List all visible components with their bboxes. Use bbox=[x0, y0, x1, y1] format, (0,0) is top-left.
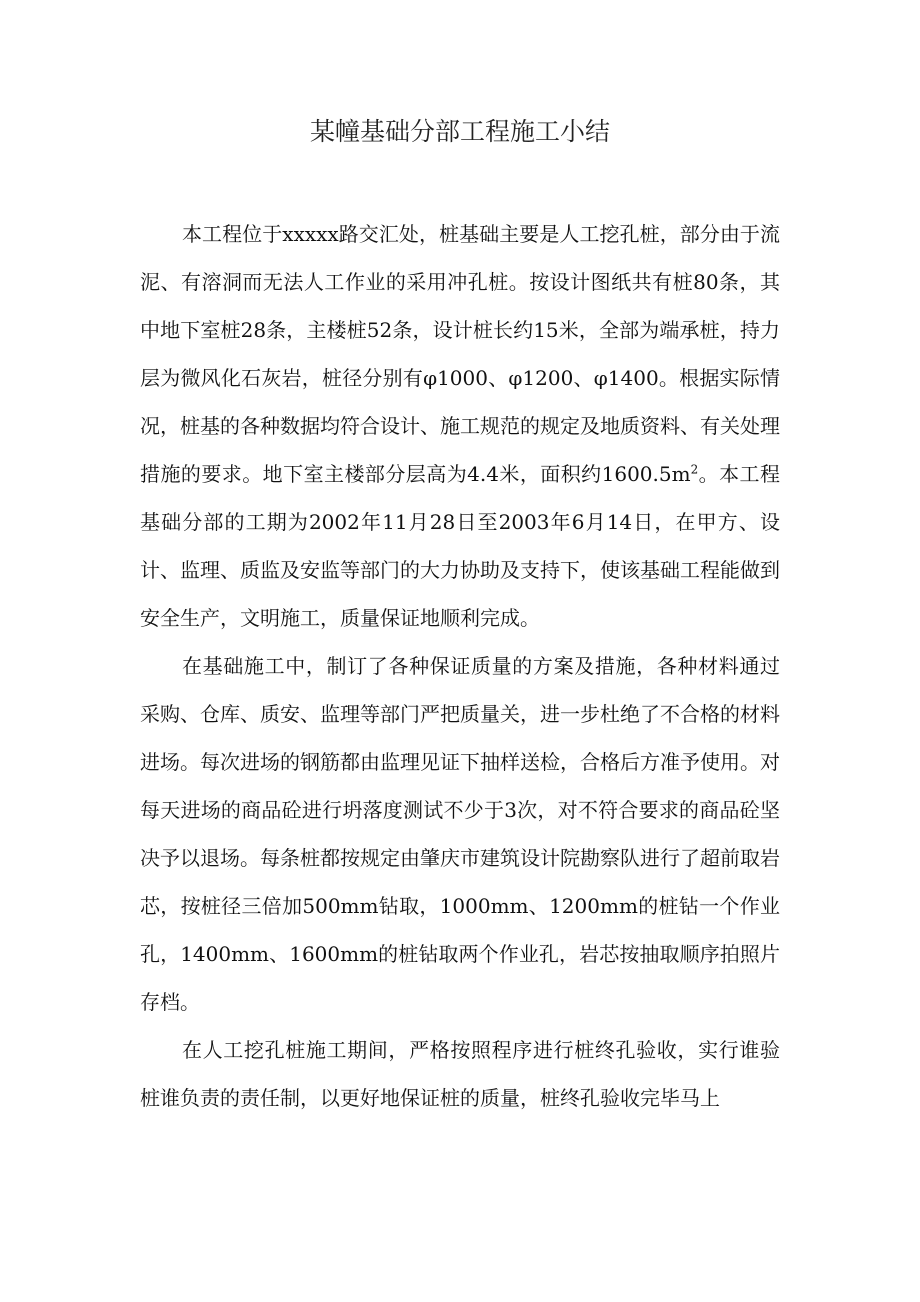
paragraph-1-text: 本工程位于xxxxx路交汇处，桩基础主要是人工挖孔桩，部分由于流泥、有溶洞而无法人工作业的采用冲孔桩。按设计图纸共有桩80条，其中地下室桩28条，主楼桩52条，设计桩长约15米，全部为端承桩，持力层为微风化石灰岩，桩径分别有φ1000、φ1200、φ1400。根据实际情况，桩基的各种数据均符合设计、施工规范的规定及地质资料、有关处理措施的要求。地下室主楼部分层高为4.4米，面积约1600.5m bbox=[140, 222, 780, 486]
paragraph-2: 在基础施工中，制订了各种保证质量的方案及措施，各种材料通过采购、仓库、质安、监理等部门严把质量关，进一步杜绝了不合格的材料进场。每次进场的钢筋都由监理见证下抽样送检，合格后方准予使用。对每天进场的商品砼进行坍落度测试不少于3次，对不符合要求的商品砼坚决予以退场。每条桩都按规定由肇庆市建筑设计院勘察队进行了超前取岩芯，按桩径三倍加500mm钻取，1000mm、1200mm的桩钻一个作业孔，1400mm、1600mm的桩钻取两个作业孔，岩芯按抽取顺序拍照片存档。 bbox=[140, 654, 780, 1014]
paragraph-1 bbox=[140, 210, 780, 642]
document-title: 某幢基础分部工程施工小结 bbox=[309, 117, 610, 146]
document-body bbox=[140, 210, 780, 1122]
paragraph-3: 在人工挖孔桩施工期间，严格按照程序进行桩终孔验收，实行谁验桩谁负责的责任制，以更好地保证桩的质量，桩终孔验收完毕马上 bbox=[140, 1038, 780, 1110]
paragraph-1-text-cont: 。本工程基础分部的工期为2002年11月28日至2003年6月14日，在甲方、设计、监理、质监及安监等部门的大力协助及支持下，使该基础工程能做到安全生产，文明施工，质量保证地顺利完成。 bbox=[140, 462, 780, 630]
superscript-2: 2 bbox=[690, 462, 699, 477]
